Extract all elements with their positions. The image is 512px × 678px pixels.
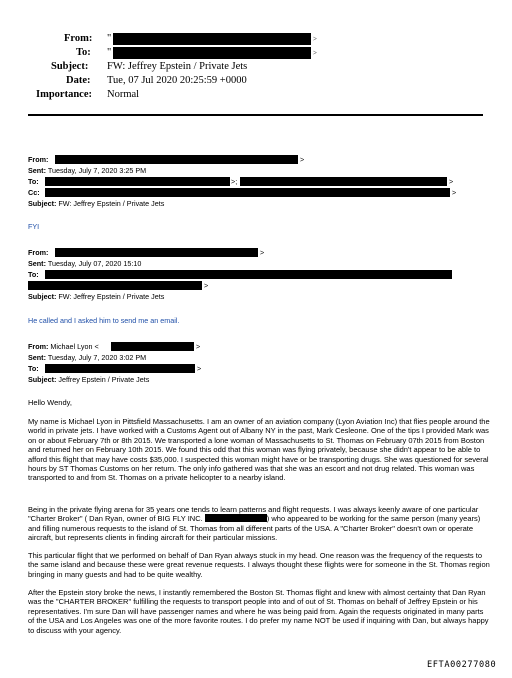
email2-to-close: > [204, 281, 209, 290]
email1-to-label: To: [28, 177, 39, 186]
importance-label: Importance: [36, 89, 92, 100]
redaction-box [111, 342, 194, 351]
importance-value: Normal [107, 89, 140, 100]
redaction-box [45, 364, 195, 373]
email1-cc-label: Cc: [28, 188, 40, 197]
from-quote: " [107, 33, 112, 44]
subject-value: FW: Jeffrey Epstein / Private Jets [107, 61, 248, 72]
redaction-box [45, 270, 452, 279]
email3-subject-row: Subject: Jeffrey Epstein / Private Jets [28, 375, 150, 384]
email2-subject-row: Subject: FW: Jeffrey Epstein / Private Jets [28, 292, 165, 301]
redaction-inline [205, 514, 267, 522]
email1-cc-close: > [452, 188, 457, 197]
email2-to-label: To: [28, 270, 39, 279]
email2-from-label: From: [28, 248, 49, 257]
email3-from-close: > [196, 342, 201, 351]
email2-body: He called and I asked him to send me an email. [28, 316, 180, 325]
email3-sent-row: Sent: Tuesday, July 7, 2020 3:02 PM [28, 353, 147, 362]
redaction-box [55, 248, 258, 257]
redaction-box [55, 155, 298, 164]
email3-from-row: From: Michael Lyon < [28, 342, 99, 351]
email1-to-sep: >; [231, 177, 238, 186]
redaction-box [240, 177, 447, 186]
redaction-box [28, 281, 202, 290]
bates-number: EFTA00277080 [427, 660, 497, 670]
to-close: > [313, 49, 317, 57]
paragraph-2: Being in the private flying arena for 35 years one tends to learn patterns and flight requests. I was always keenly aware of one particular "Charter Broker" ( Dan Ryan, owner of BIG FLY INC. ) who appeared to be working for the same person (many years) and filling numerous requests to the island of St. Thomas from all different parts of the USA. A "Charter Broker" doesn't own or operate aircraft, but represents clients in finding aircraft for their particular missions. [28, 505, 481, 543]
from-label: From: [64, 33, 93, 44]
email1-from-label: From: [28, 155, 49, 164]
email1-body: FYI [28, 222, 40, 231]
header-divider [28, 114, 483, 116]
email2-from-close: > [260, 248, 265, 257]
subject-label: Subject: [51, 61, 89, 72]
from-close: > [313, 35, 317, 43]
greeting: Hello Wendy, [28, 398, 72, 407]
paragraph-1: My name is Michael Lyon in Pittsfield Massachusetts. I am an owner of an aviation company (Lyon Aviation Inc) that flies people around the world in private jets. I have worked with a Customs Agent out of Albany NY in the past, Mark Cesleone. One of the tips I provided Mark was on or about February 7th or 8th 2015. We transported a lone woman of Massachusetts to St. Thomas on February 07th 2015 from Boston and returned her on February 10th 2015. We found this odd that this woman was flying privately, because she didn't appear to be able to afford this flight that may have costs $35,000. I suspected this woman might have or be transporting drugs. She was questioned for several hours by ST Thomas Customs on her return. The only info gathered was that she was an escort and not drug related. This woman was transported to and from St. Thomas on a private helicopter to a nearby island. [28, 417, 490, 483]
email3-to-close: > [197, 364, 202, 373]
to-label: To: [76, 47, 91, 58]
email1-to-close: > [449, 177, 454, 186]
paragraph-3: This particular flight that we performed on behalf of Dan Ryan always stuck in my head. One reason was the frequency of the requests to the same island and because these were great revenue requests. I always thought these flights were for someone in the St. Thomas region bringing in many guests and had to be quite wealthy. [28, 551, 490, 579]
email1-sent-row: Sent: Tuesday, July 7, 2020 3:25 PM [28, 166, 147, 175]
to-quote: " [107, 47, 112, 58]
redaction-box [45, 188, 450, 197]
email2-sent-row: Sent: Tuesday, July 07, 2020 15:10 [28, 259, 142, 268]
date-label: Date: [66, 75, 91, 86]
redaction-box [113, 47, 311, 59]
email1-subject-row: Subject: FW: Jeffrey Epstein / Private Jets [28, 199, 165, 208]
redaction-box [113, 33, 311, 45]
redaction-box [45, 177, 230, 186]
email3-to-label: To: [28, 364, 39, 373]
paragraph-4: After the Epstein story broke the news, I instantly remembered the Boston St. Thomas flight and knew with almost certainty that Dan Ryan was the "CHARTER BROKER" fulfilling the requests to transport people into and of out of St. Thomas on behalf of Jeffrey Epstein or his representatives. I'm sure Dan will have passenger names and where he was being paid from. Again the requests originated in many parts of the USA and Los Angeles was one of the more favorite routes. I do prefer my name NOT be used if inquiring with Dan, but always happy to discuss with your agency. [28, 588, 489, 635]
date-value: Tue, 07 Jul 2020 20:25:59 +0000 [107, 75, 247, 86]
email1-from-close: > [300, 155, 305, 164]
